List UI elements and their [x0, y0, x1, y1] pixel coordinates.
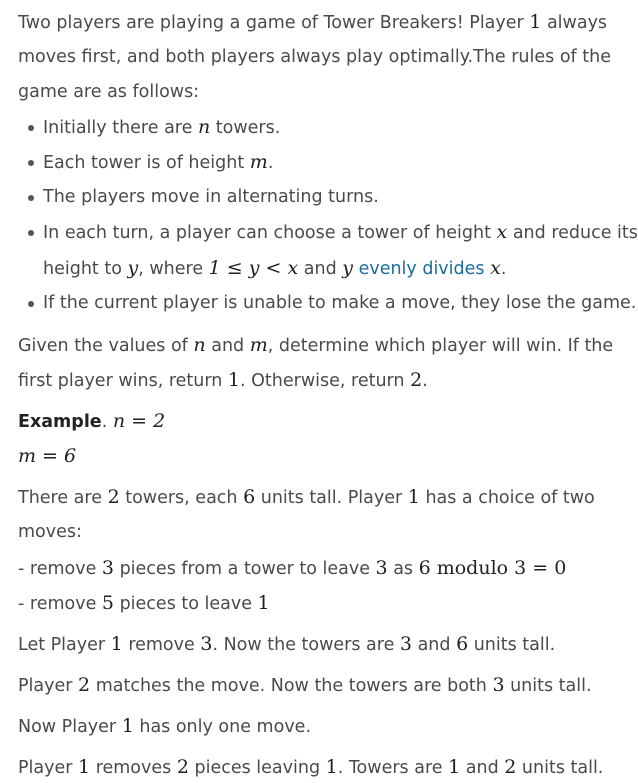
rule-item-continuation: height to y, where 1 ≤ y < x and y evenly divides x.: [43, 257, 507, 279]
rule-item: Initially there are n towers.: [43, 116, 281, 138]
explain-line-2: moves:: [18, 522, 82, 542]
bullet-icon: [28, 125, 34, 131]
given-line-1: Given the values of n and m, determine which player will win. If the: [18, 334, 614, 356]
bullet-icon: [28, 230, 34, 236]
bullet-icon: [28, 195, 34, 201]
option-1: - remove 3 pieces from a tower to leave 3 as 6 modulo 3 = 0: [18, 557, 567, 579]
option-2: - remove 5 pieces to leave 1: [18, 592, 270, 614]
intro-line-3: game are as follows:: [18, 82, 200, 102]
rule-item: Each tower is of height m.: [43, 151, 274, 173]
bullet-icon: [28, 301, 34, 307]
intro-line-1: Two players are playing a game of Tower Breakers! Player 1 always: [18, 11, 608, 33]
bullet-icon: [28, 160, 34, 166]
explain-step-3: Now Player 1 has only one move.: [18, 715, 312, 737]
example-n: n = 2: [112, 410, 166, 432]
rule-item: In each turn, a player can choose a tower of height x and reduce its: [43, 221, 638, 243]
explain-line-1: There are 2 towers, each 6 units tall. Player 1 has a choice of two: [18, 486, 595, 508]
explain-step-4: Player 1 removes 2 pieces leaving 1. Towers are 1 and 2 units tall.: [18, 756, 604, 778]
rule-item: If the current player is unable to make a move, they lose the game.: [43, 293, 637, 313]
explain-step-2: Player 2 matches the move. Now the towers are both 3 units tall.: [18, 674, 592, 696]
example-heading: Example. n = 2: [18, 410, 166, 432]
example-label: Example: [18, 412, 102, 432]
given-line-2: first player wins, return 1. Otherwise, return 2.: [18, 369, 428, 391]
intro-line-2: moves first, and both players always play optimally.The rules of the: [18, 47, 611, 67]
example-m: m = 6: [18, 445, 77, 467]
evenly-divides-link[interactable]: evenly divides: [358, 259, 485, 279]
explain-step-1: Let Player 1 remove 3. Now the towers are 3 and 6 units tall.: [18, 633, 556, 655]
rule-item: The players move in alternating turns.: [43, 187, 379, 207]
